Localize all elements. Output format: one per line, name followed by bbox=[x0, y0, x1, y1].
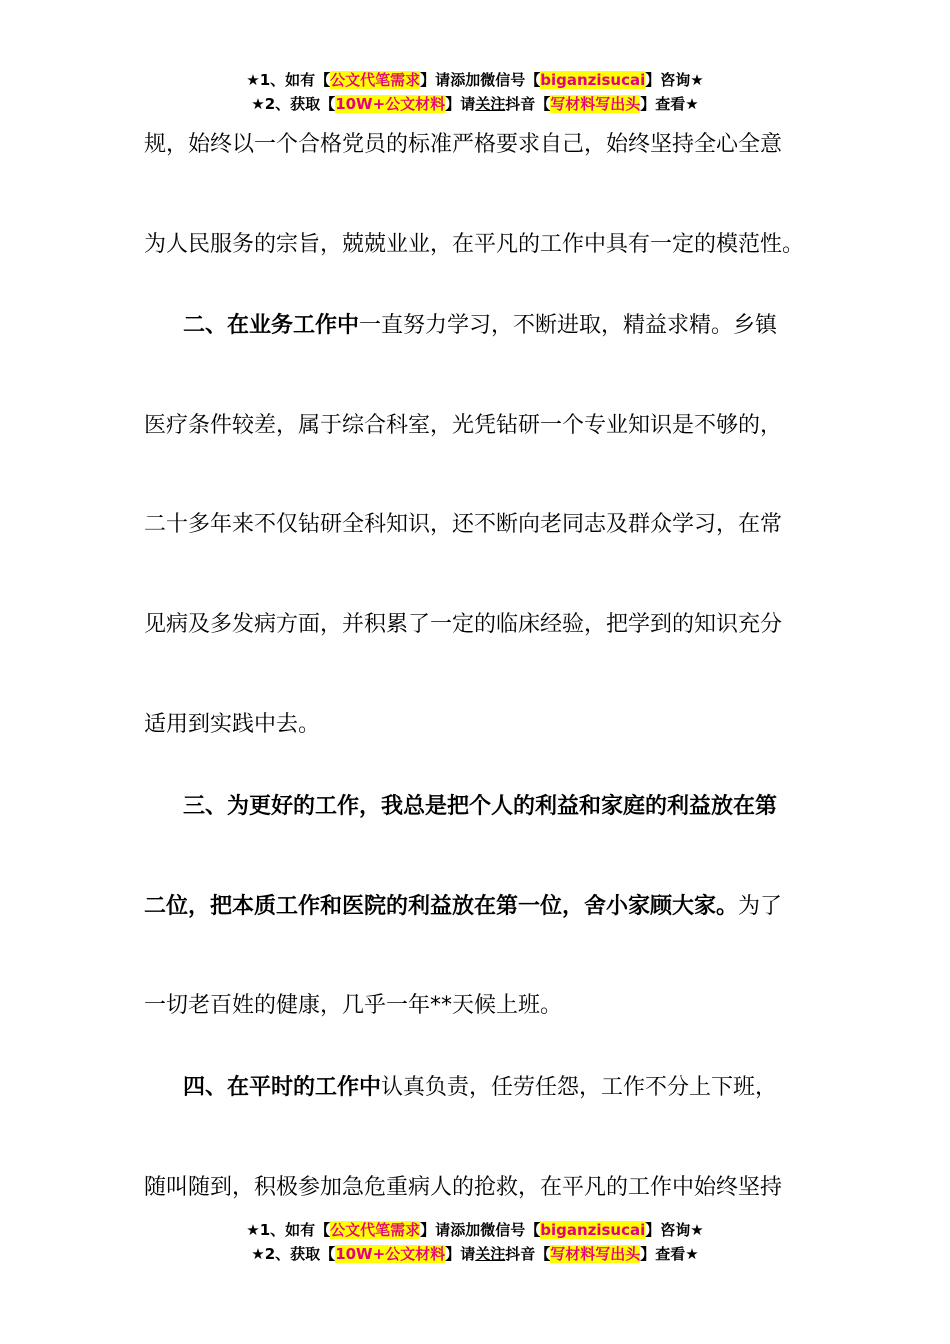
body-line: 随叫随到，积极参加急危重病人的抢救，在平凡的工作中始终坚持 bbox=[144, 1175, 783, 1200]
banner-text: ★1、如有【 bbox=[246, 1221, 331, 1239]
section-heading: 四、在平时的工作中 bbox=[183, 1075, 382, 1100]
banner-highlight: 10W+公文材料 bbox=[335, 1245, 446, 1263]
banner-text: 】查看★ bbox=[640, 1245, 699, 1263]
banner-emphasis: 关注 bbox=[475, 1245, 506, 1263]
body-text: 为了 bbox=[738, 894, 783, 919]
banner-text: 】请 bbox=[420, 71, 451, 89]
banner-line-1 bbox=[0, 68, 950, 92]
banner-highlight: 公文代笔需求 bbox=[330, 1221, 421, 1239]
banner-text: 】查看★ bbox=[640, 95, 699, 113]
banner-emphasis: 关注 bbox=[475, 95, 506, 113]
banner-highlight: 10W+公文材料 bbox=[335, 95, 446, 113]
banner-text: 微信号【 bbox=[480, 1221, 541, 1239]
banner-highlight: 公文代笔需求 bbox=[330, 71, 421, 89]
section-heading: 二、在业务工作中 bbox=[183, 313, 360, 338]
banner-highlight: 写材料写出头 bbox=[550, 1245, 641, 1263]
banner-highlight: biganzisucai bbox=[540, 1221, 646, 1239]
body-line: 规，始终以一个合格党员的标准严格要求自己，始终坚持全心全意 bbox=[144, 132, 783, 157]
body-text: 认真负责，任劳任怨，工作不分上下班， bbox=[381, 1075, 778, 1100]
body-text: 一直努力学习，不断进取，精益求精。乡镇 bbox=[359, 313, 778, 338]
banner-text: 抖音【 bbox=[505, 1245, 551, 1263]
banner-line-2 bbox=[0, 92, 950, 116]
banner-text: ★2、获取【 bbox=[251, 95, 336, 113]
body-line: 适用到实践中去。 bbox=[144, 712, 321, 737]
banner-text: ★1、如有【 bbox=[246, 71, 331, 89]
banner-text: 】请 bbox=[445, 1245, 476, 1263]
banner-line-1 bbox=[0, 1218, 950, 1242]
section-heading-line bbox=[183, 311, 863, 341]
banner-line-2 bbox=[0, 1242, 950, 1266]
banner-text: 抖音【 bbox=[505, 95, 551, 113]
banner-emphasis: 添加 bbox=[450, 71, 481, 89]
banner-text: 微信号【 bbox=[480, 71, 541, 89]
banner-text: ★2、获取【 bbox=[251, 1245, 336, 1263]
header-banner bbox=[0, 68, 950, 116]
body-line: 一切老百姓的健康，几乎一年**天候上班。 bbox=[144, 993, 563, 1018]
banner-text: 】请 bbox=[445, 95, 476, 113]
banner-text: 】咨询★ bbox=[645, 1221, 704, 1239]
footer-banner bbox=[0, 1218, 950, 1266]
body-line: 二十多年来不仅钻研全科知识，还不断向老同志及群众学习，在常 bbox=[144, 512, 783, 537]
banner-text: 】请 bbox=[420, 1221, 451, 1239]
body-line: 医疗条件较差，属于综合科室，光凭钻研一个专业知识是不够的， bbox=[144, 413, 783, 438]
banner-emphasis: 添加 bbox=[450, 1221, 481, 1239]
section-heading: 三、为更好的工作，我总是把个人的利益和家庭的利益放在第 bbox=[183, 794, 778, 819]
body-line bbox=[144, 892, 824, 922]
section-heading: 二位，把本质工作和医院的利益放在第一位，舍小家顾大家。 bbox=[144, 894, 739, 919]
banner-highlight: 写材料写出头 bbox=[550, 95, 641, 113]
banner-highlight: biganzisucai bbox=[540, 71, 646, 89]
body-line: 为人民服务的宗旨，兢兢业业，在平凡的工作中具有一定的模范性。 bbox=[144, 232, 805, 257]
section-heading-line bbox=[183, 1073, 863, 1103]
banner-text: 】咨询★ bbox=[645, 71, 704, 89]
body-line: 见病及多发病方面，并积累了一定的临床经验，把学到的知识充分 bbox=[144, 612, 783, 637]
